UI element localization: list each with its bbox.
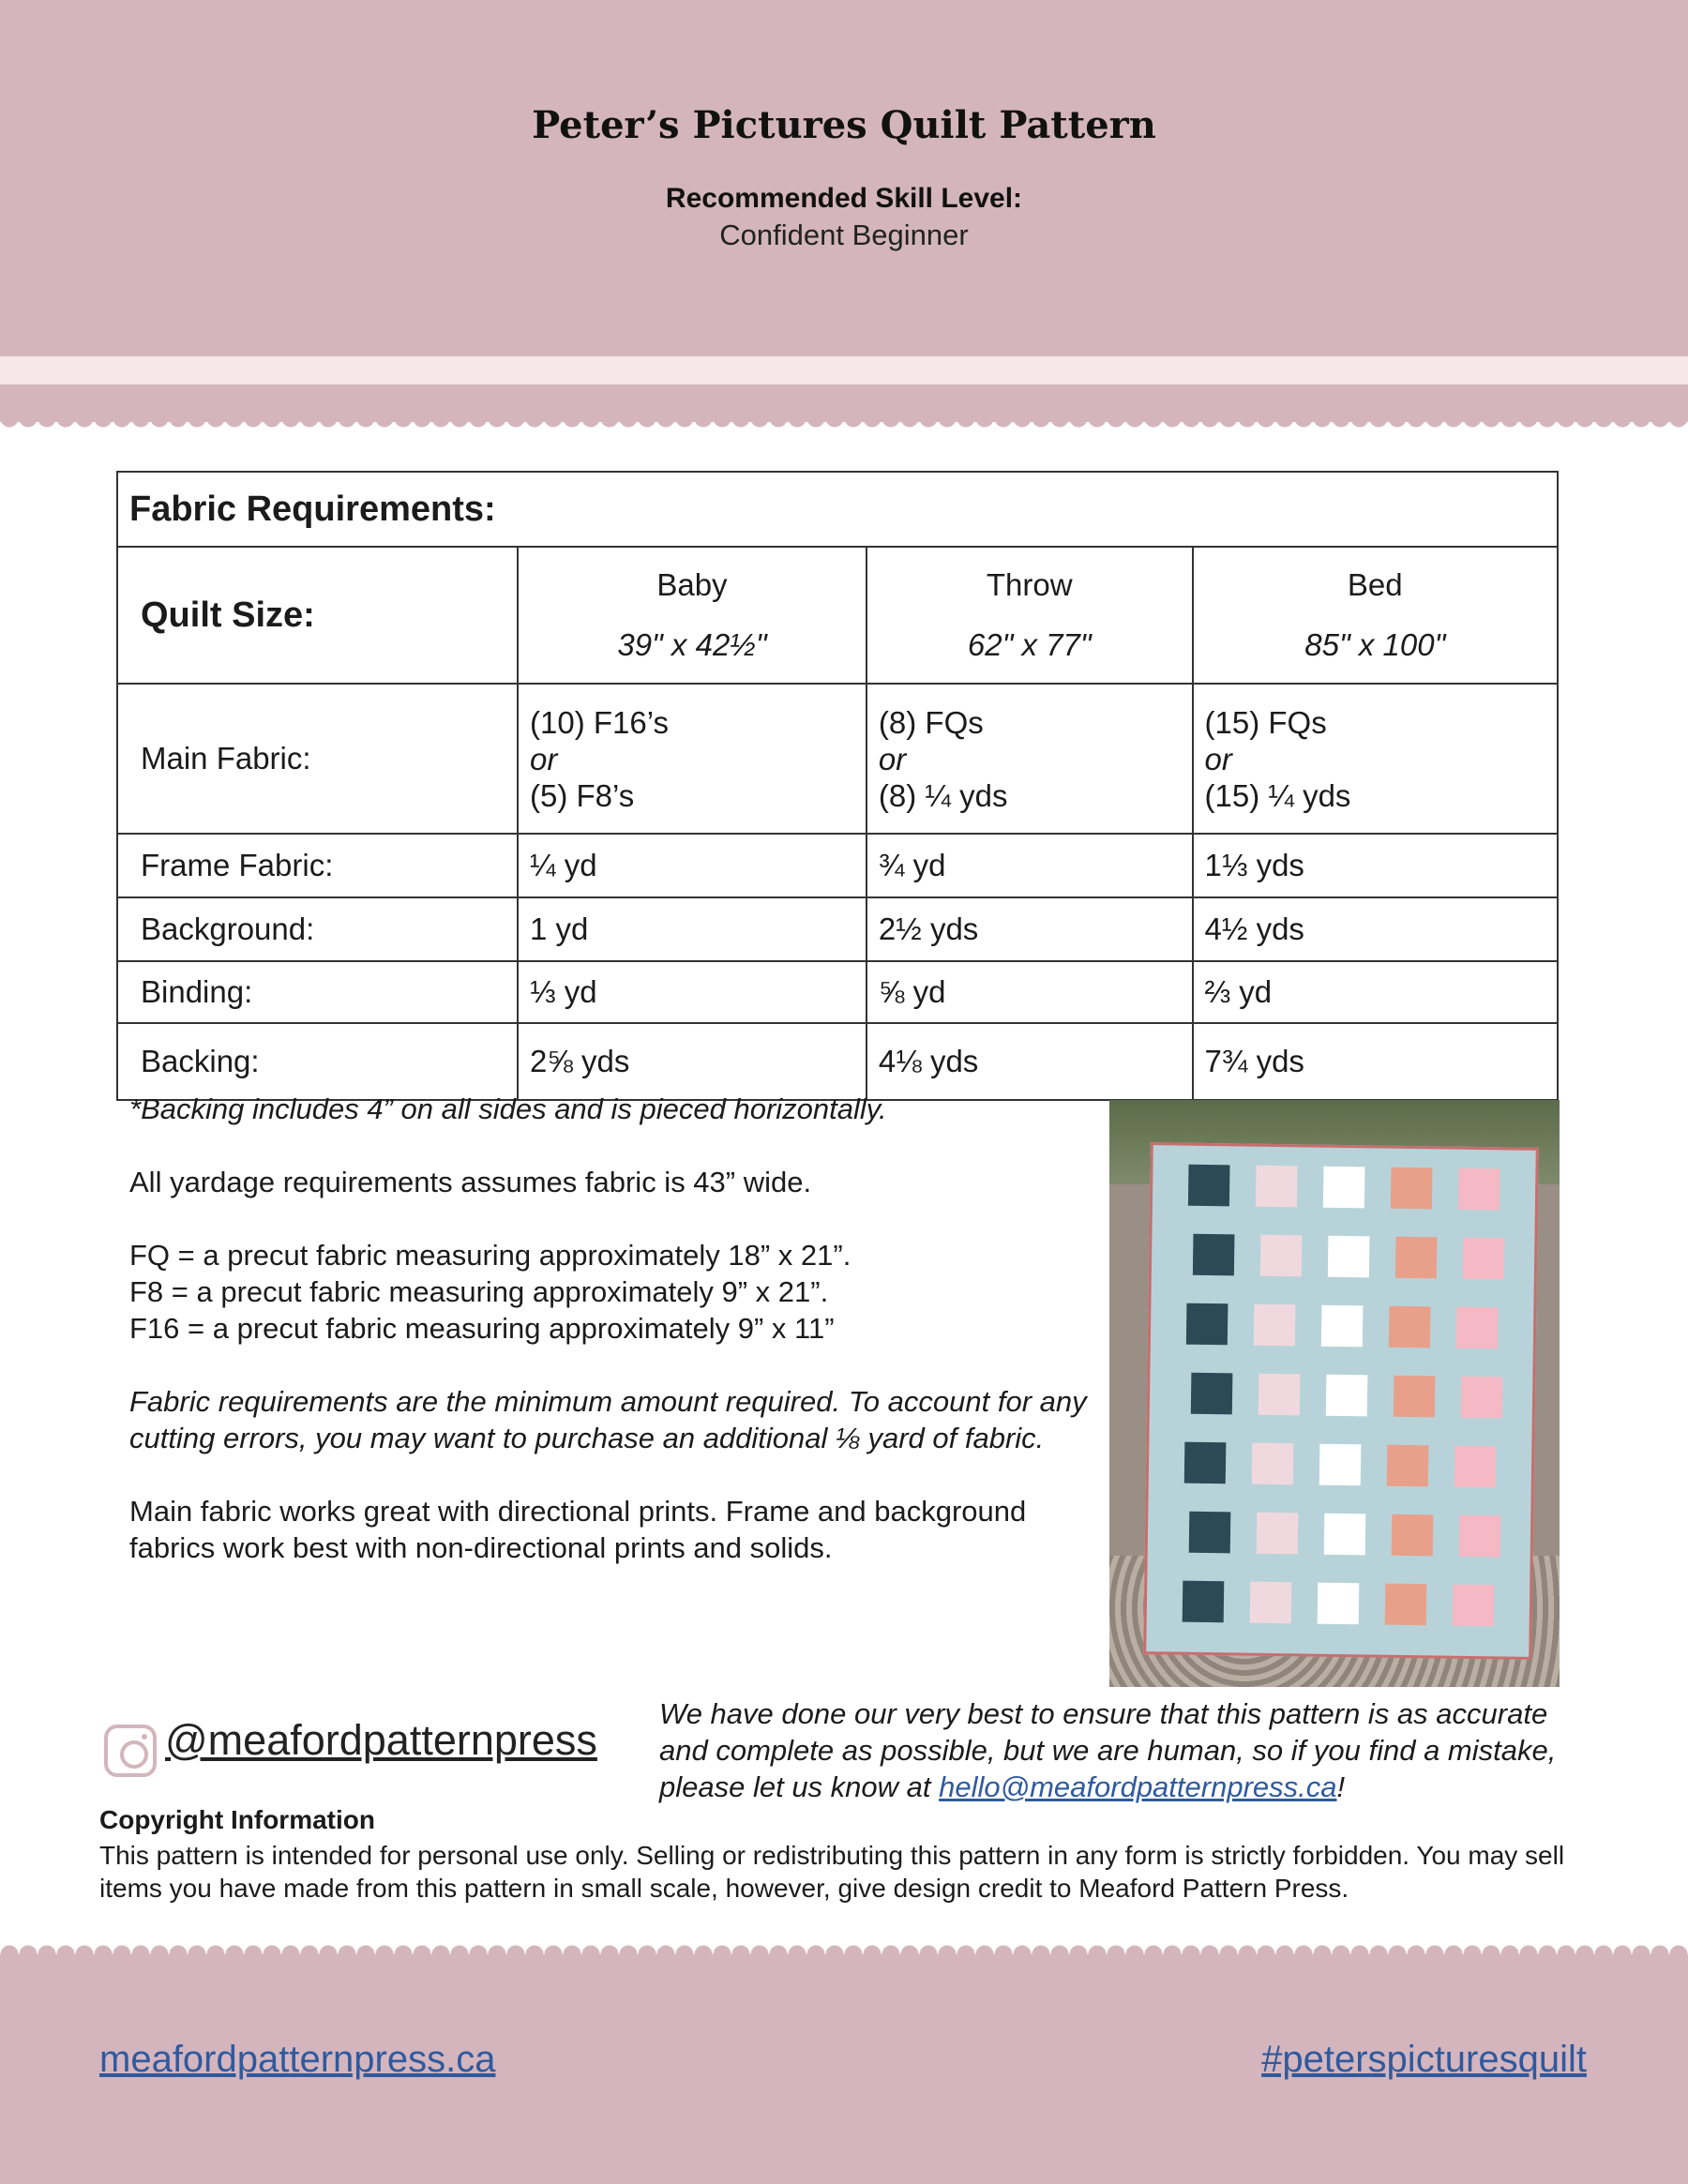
cell-line: (8) ¼ yds bbox=[878, 777, 1008, 813]
quilt-block bbox=[1458, 1168, 1500, 1211]
size-name: Bed bbox=[1347, 567, 1403, 602]
table-row bbox=[117, 1023, 1558, 1100]
size-dims: 85" x 100" bbox=[1304, 627, 1446, 662]
instagram-handle-link[interactable]: @meafordpatternpress bbox=[165, 1716, 597, 1764]
table-cell: 2⅝ yds bbox=[518, 1023, 867, 1100]
quilt-block bbox=[1395, 1237, 1438, 1279]
quilt-size-label: Quilt Size: bbox=[117, 547, 518, 684]
table-cell: 4⅛ yds bbox=[867, 1023, 1193, 1100]
quilt-block bbox=[1389, 1306, 1431, 1348]
cell-line: (5) F8’s bbox=[530, 777, 635, 813]
quilt-block bbox=[1183, 1581, 1225, 1623]
quilt-block bbox=[1319, 1444, 1362, 1486]
quilt-block bbox=[1459, 1515, 1501, 1558]
quilt-block bbox=[1256, 1166, 1298, 1208]
header-band bbox=[0, 0, 1688, 356]
cell-or: or bbox=[530, 741, 558, 776]
cell-line: (15) FQs bbox=[1204, 704, 1327, 740]
copyright-body: This pattern is intended for personal use only. Selling or redistributing this pattern in any form is strictly forbidden. You may sell items you have made from this pattern in small scale, however, give design credit to Meaford Pattern Press. bbox=[99, 1841, 1565, 1903]
table-heading: Fabric Requirements: bbox=[117, 472, 1558, 547]
row-label: Main Fabric: bbox=[117, 684, 518, 834]
table-cell: ⅝ yd bbox=[867, 961, 1193, 1023]
quilt-block bbox=[1326, 1375, 1368, 1417]
email-link[interactable]: hello@meafordpatternpress.ca bbox=[939, 1770, 1337, 1803]
quilt-block bbox=[1189, 1512, 1231, 1554]
quilt-block bbox=[1392, 1514, 1434, 1557]
cell-line: (8) FQs bbox=[878, 704, 984, 740]
quilt-block bbox=[1323, 1167, 1365, 1209]
hashtag-link[interactable]: #peterspicturesquilt bbox=[1261, 2039, 1587, 2080]
disclaimer-end: ! bbox=[1336, 1770, 1346, 1803]
instagram-icon[interactable] bbox=[104, 1725, 157, 1777]
f16-definition: F16 = a precut fabric measuring approximately 9” x 11” bbox=[129, 1312, 835, 1345]
scallop-border-top bbox=[0, 418, 1688, 429]
skill-level-label: Recommended Skill Level: bbox=[665, 183, 1023, 214]
quilt-block bbox=[1258, 1374, 1301, 1416]
quilt-block bbox=[1394, 1376, 1436, 1418]
size-name: Baby bbox=[656, 567, 728, 602]
yardage-note: All yardage requirements assumes fabric is 43” wide. bbox=[129, 1166, 812, 1198]
quilt-block bbox=[1391, 1167, 1433, 1210]
quilt-block bbox=[1454, 1446, 1497, 1488]
backing-note: *Backing includes 4” on all sides and is pieced horizontally. bbox=[129, 1092, 887, 1125]
table-row bbox=[117, 897, 1558, 961]
copyright-title: Copyright Information bbox=[99, 1805, 375, 1834]
quilt-block bbox=[1252, 1443, 1294, 1485]
size-throw bbox=[867, 547, 1193, 684]
table-row bbox=[117, 961, 1558, 1023]
quilt-block bbox=[1387, 1445, 1429, 1487]
quilt-block bbox=[1257, 1513, 1299, 1555]
quilt-block bbox=[1254, 1304, 1296, 1347]
table-cell: ¼ yd bbox=[518, 834, 867, 897]
quilt-block bbox=[1324, 1514, 1366, 1556]
cell-or: or bbox=[1204, 741, 1232, 776]
instagram-lens bbox=[120, 1740, 148, 1769]
quilt-block bbox=[1461, 1377, 1503, 1419]
quilt-block bbox=[1318, 1583, 1360, 1625]
row-label: Backing: bbox=[117, 1023, 518, 1100]
table-cell: 2½ yds bbox=[867, 897, 1193, 961]
cell-line: (10) F16’s bbox=[530, 704, 669, 740]
quilt-block bbox=[1260, 1235, 1303, 1277]
row-label: Binding: bbox=[117, 961, 518, 1023]
quilt-block bbox=[1250, 1582, 1292, 1624]
cell-or: or bbox=[878, 741, 907, 776]
precut-definitions bbox=[129, 1237, 1105, 1347]
quilt-block bbox=[1186, 1303, 1228, 1346]
table-cell bbox=[867, 684, 1193, 834]
table-cell bbox=[1193, 684, 1558, 834]
table-cell: 1⅓ yds bbox=[1193, 834, 1558, 897]
size-name: Throw bbox=[986, 567, 1073, 602]
table-cell: ⅔ yd bbox=[1193, 961, 1558, 1023]
quilt-block bbox=[1184, 1442, 1227, 1484]
table-cell: 7¾ yds bbox=[1193, 1023, 1558, 1100]
directional-note: Main fabric works great with directional prints. Frame and background fabrics work best with non-directional prints and solids. bbox=[129, 1495, 1027, 1564]
row-label: Frame Fabric: bbox=[117, 834, 518, 897]
row-label: Background: bbox=[117, 897, 518, 961]
f8-definition: F8 = a precut fabric measuring approximately 9” x 21”. bbox=[129, 1275, 829, 1308]
quilt-block bbox=[1456, 1307, 1499, 1349]
quilt-block bbox=[1193, 1234, 1235, 1276]
table-cell: 4½ yds bbox=[1193, 897, 1558, 961]
quilt-block bbox=[1453, 1585, 1495, 1627]
scallop-border-bottom bbox=[0, 1943, 1688, 1954]
size-dims: 39" x 42½" bbox=[617, 627, 767, 662]
size-bed bbox=[1193, 547, 1558, 684]
table-cell: ⅓ yd bbox=[518, 961, 867, 1023]
table-cell: 1 yd bbox=[518, 897, 867, 961]
disclaimer-text: We have done our very best to ensure that this pattern is as accurate and complete as possible, but we are human, so if you find a mistake, please let us know at bbox=[659, 1697, 1557, 1803]
cell-line: (15) ¼ yds bbox=[1204, 777, 1351, 813]
table-row bbox=[117, 834, 1558, 897]
quilt-block bbox=[1328, 1236, 1370, 1278]
fq-definition: FQ = a precut fabric measuring approximately 18” x 21”. bbox=[129, 1239, 852, 1272]
quilt-block bbox=[1385, 1584, 1427, 1626]
size-dims: 62" x 77" bbox=[967, 627, 1092, 662]
page-title: Peter’s Pictures Quilt Pattern bbox=[532, 103, 1156, 147]
minimum-note: Fabric requirements are the minimum amount required. To account for any cutting errors, you may want to purchase an additional ⅛ yard of fabric. bbox=[129, 1385, 1087, 1454]
table-cell bbox=[518, 684, 867, 834]
notes-section bbox=[129, 1091, 1105, 1603]
fabric-requirements-table bbox=[116, 471, 1559, 1101]
disclaimer bbox=[659, 1695, 1560, 1805]
skill-level-value: Confident Beginner bbox=[719, 218, 969, 251]
table-cell: ¾ yd bbox=[867, 834, 1193, 897]
header-lower-band bbox=[0, 384, 1688, 422]
quilt-block bbox=[1191, 1373, 1233, 1415]
quilt-block bbox=[1321, 1305, 1364, 1348]
header-stripe bbox=[0, 356, 1688, 384]
website-link[interactable]: meafordpatternpress.ca bbox=[99, 2039, 496, 2080]
size-baby bbox=[518, 547, 867, 684]
quilt-block bbox=[1463, 1238, 1505, 1280]
instagram-dot bbox=[142, 1734, 147, 1740]
quilt-image bbox=[1143, 1142, 1539, 1660]
quilt-photo bbox=[1109, 1100, 1560, 1687]
table-row bbox=[117, 684, 1558, 834]
quilt-block bbox=[1188, 1165, 1230, 1207]
